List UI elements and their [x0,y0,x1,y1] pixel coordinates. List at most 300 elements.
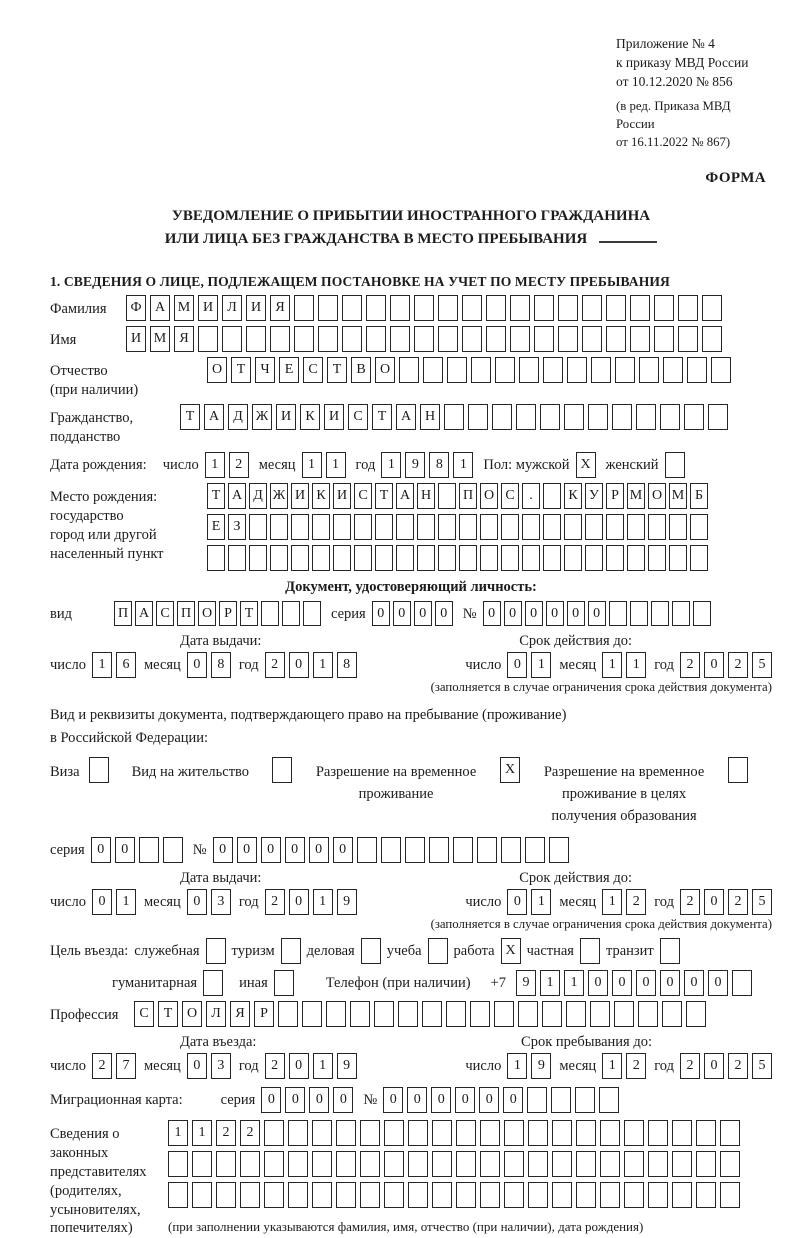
char-box[interactable]: 0 [383,1087,403,1113]
char-box[interactable]: 5 [752,1053,772,1079]
char-box[interactable] [684,404,704,430]
char-box[interactable] [139,837,159,863]
char-box[interactable]: 1 [531,889,551,915]
char-box[interactable]: Р [606,483,624,509]
char-box[interactable] [405,837,425,863]
char-box[interactable] [249,545,267,571]
char-box[interactable]: 1 [540,970,560,996]
char-box[interactable]: 0 [285,837,305,863]
char-box[interactable] [614,1001,634,1027]
char-box[interactable]: Е [207,514,225,540]
char-box[interactable]: 0 [503,1087,523,1113]
char-box[interactable]: М [627,483,645,509]
char-box[interactable]: 2 [626,889,646,915]
purpose-tourism-checkbox[interactable] [281,938,301,964]
char-box[interactable] [501,837,521,863]
char-box[interactable]: 2 [229,452,249,478]
char-box[interactable]: Б [690,483,708,509]
char-box[interactable]: 0 [261,1087,281,1113]
char-box[interactable]: 2 [265,889,285,915]
char-box[interactable]: М [174,295,194,321]
char-box[interactable] [360,1151,380,1177]
char-box[interactable]: 0 [704,889,724,915]
char-box[interactable] [564,404,584,430]
char-box[interactable] [720,1151,740,1177]
char-box[interactable] [690,514,708,540]
char-box[interactable] [192,1151,212,1177]
purpose-business-checkbox[interactable] [361,938,381,964]
char-box[interactable]: Ж [270,483,288,509]
char-box[interactable]: 0 [660,970,680,996]
char-box[interactable] [522,545,540,571]
char-box[interactable] [582,326,602,352]
char-box[interactable] [456,1182,476,1208]
char-box[interactable] [600,1151,620,1177]
char-box[interactable] [336,1151,356,1177]
char-box[interactable]: 0 [704,1053,724,1079]
char-box[interactable] [270,545,288,571]
char-box[interactable]: 1 [205,452,225,478]
char-box[interactable] [552,1182,572,1208]
char-box[interactable] [459,545,477,571]
char-box[interactable]: З [228,514,246,540]
char-box[interactable] [606,295,626,321]
char-box[interactable] [606,545,624,571]
char-box[interactable] [606,514,624,540]
char-box[interactable] [566,1001,586,1027]
char-box[interactable] [480,514,498,540]
char-box[interactable] [600,1120,620,1146]
char-box[interactable] [432,1182,452,1208]
char-box[interactable] [720,1182,740,1208]
char-box[interactable]: Д [249,483,267,509]
purpose-other-checkbox[interactable] [274,970,294,996]
char-box[interactable] [366,295,386,321]
residence-permit-checkbox[interactable] [272,757,292,783]
char-box[interactable]: 0 [507,889,527,915]
char-box[interactable] [648,1151,668,1177]
char-box[interactable] [672,1120,692,1146]
char-box[interactable] [630,601,648,626]
char-box[interactable] [288,1151,308,1177]
char-box[interactable]: 0 [187,1053,207,1079]
char-box[interactable] [687,357,707,383]
char-box[interactable] [576,1151,596,1177]
char-box[interactable] [216,1151,236,1177]
char-box[interactable] [575,1087,595,1113]
char-box[interactable] [504,1120,524,1146]
char-box[interactable] [278,1001,298,1027]
char-box[interactable] [408,1120,428,1146]
char-box[interactable]: 1 [626,652,646,678]
char-box[interactable] [438,514,456,540]
char-box[interactable] [702,295,722,321]
char-box[interactable] [662,1001,682,1027]
char-box[interactable]: И [333,483,351,509]
char-box[interactable]: Л [206,1001,226,1027]
char-box[interactable] [303,601,321,626]
char-box[interactable]: Т [207,483,225,509]
char-box[interactable] [168,1182,188,1208]
char-box[interactable] [678,326,698,352]
char-box[interactable] [540,404,560,430]
char-box[interactable]: Е [279,357,299,383]
char-box[interactable]: П [459,483,477,509]
char-box[interactable] [414,326,434,352]
char-box[interactable] [390,326,410,352]
char-box[interactable]: Я [174,326,194,352]
char-box[interactable] [408,1182,428,1208]
char-box[interactable]: Л [222,295,242,321]
char-box[interactable]: 0 [333,837,353,863]
char-box[interactable] [690,545,708,571]
char-box[interactable] [720,1120,740,1146]
char-box[interactable]: 0 [612,970,632,996]
char-box[interactable] [312,1120,332,1146]
char-box[interactable] [702,326,722,352]
char-box[interactable]: О [648,483,666,509]
char-box[interactable]: 0 [504,601,522,626]
char-box[interactable] [576,1120,596,1146]
char-box[interactable] [168,1151,188,1177]
char-box[interactable]: 1 [313,889,333,915]
char-box[interactable]: 9 [337,889,357,915]
char-box[interactable]: 2 [216,1120,236,1146]
char-box[interactable]: 1 [507,1053,527,1079]
char-box[interactable] [192,1182,212,1208]
char-box[interactable] [312,514,330,540]
char-box[interactable]: 1 [602,652,622,678]
char-box[interactable]: 2 [728,889,748,915]
char-box[interactable] [246,326,266,352]
char-box[interactable]: Т [231,357,251,383]
char-box[interactable]: 0 [289,1053,309,1079]
char-box[interactable] [288,1182,308,1208]
char-box[interactable]: 0 [289,652,309,678]
char-box[interactable] [542,1001,562,1027]
char-box[interactable]: 9 [531,1053,551,1079]
char-box[interactable] [381,837,401,863]
purpose-humanitarian-checkbox[interactable] [203,970,223,996]
char-box[interactable]: 1 [313,652,333,678]
char-box[interactable] [438,483,456,509]
char-box[interactable]: 0 [372,601,390,626]
char-box[interactable] [522,514,540,540]
char-box[interactable]: Н [417,483,435,509]
char-box[interactable] [374,1001,394,1027]
char-box[interactable]: Д [228,404,248,430]
char-box[interactable] [270,326,290,352]
char-box[interactable] [462,326,482,352]
char-box[interactable]: 3 [211,889,231,915]
char-box[interactable] [732,970,752,996]
char-box[interactable]: 1 [326,452,346,478]
char-box[interactable] [240,1182,260,1208]
char-box[interactable] [501,545,519,571]
char-box[interactable] [456,1120,476,1146]
char-box[interactable] [471,357,491,383]
char-box[interactable] [543,357,563,383]
char-box[interactable] [696,1151,716,1177]
purpose-transit-checkbox[interactable] [660,938,680,964]
char-box[interactable]: Т [180,404,200,430]
char-box[interactable]: 0 [567,601,585,626]
char-box[interactable] [342,295,362,321]
char-box[interactable]: 7 [116,1053,136,1079]
char-box[interactable] [336,1182,356,1208]
char-box[interactable] [591,357,611,383]
char-box[interactable]: 8 [337,652,357,678]
char-box[interactable] [312,1182,332,1208]
char-box[interactable]: М [150,326,170,352]
char-box[interactable] [302,1001,322,1027]
char-box[interactable] [336,1120,356,1146]
char-box[interactable] [294,295,314,321]
char-box[interactable] [333,514,351,540]
char-box[interactable] [480,545,498,571]
char-box[interactable] [678,295,698,321]
char-box[interactable] [669,514,687,540]
char-box[interactable]: Ф [126,295,146,321]
char-box[interactable]: 8 [211,652,231,678]
char-box[interactable] [558,326,578,352]
char-box[interactable]: Т [158,1001,178,1027]
char-box[interactable]: 2 [680,889,700,915]
char-box[interactable] [354,514,372,540]
char-box[interactable]: И [126,326,146,352]
char-box[interactable]: 0 [414,601,432,626]
char-box[interactable]: . [522,483,540,509]
char-box[interactable] [624,1182,644,1208]
char-box[interactable] [624,1151,644,1177]
char-box[interactable]: 0 [261,837,281,863]
char-box[interactable] [558,295,578,321]
char-box[interactable]: 1 [116,889,136,915]
char-box[interactable] [264,1120,284,1146]
char-box[interactable]: Т [372,404,392,430]
char-box[interactable] [708,404,728,430]
char-box[interactable]: Р [219,601,237,626]
char-box[interactable] [198,326,218,352]
char-box[interactable]: 1 [92,652,112,678]
char-box[interactable] [624,1120,644,1146]
char-box[interactable] [534,326,554,352]
char-box[interactable]: 0 [187,652,207,678]
char-box[interactable] [216,1182,236,1208]
char-box[interactable] [288,1120,308,1146]
char-box[interactable] [480,1120,500,1146]
char-box[interactable]: О [182,1001,202,1027]
char-box[interactable]: 2 [265,652,285,678]
char-box[interactable]: Я [270,295,290,321]
char-box[interactable] [390,295,410,321]
char-box[interactable]: О [198,601,216,626]
char-box[interactable]: 0 [507,652,527,678]
char-box[interactable]: 0 [435,601,453,626]
char-box[interactable]: 1 [313,1053,333,1079]
char-box[interactable]: Ж [252,404,272,430]
char-box[interactable] [438,295,458,321]
char-box[interactable]: 8 [429,452,449,478]
char-box[interactable] [294,326,314,352]
char-box[interactable] [654,326,674,352]
char-box[interactable]: И [246,295,266,321]
char-box[interactable] [438,545,456,571]
char-box[interactable]: 9 [516,970,536,996]
char-box[interactable] [408,1151,428,1177]
char-box[interactable]: М [669,483,687,509]
char-box[interactable]: 2 [728,1053,748,1079]
char-box[interactable] [291,514,309,540]
char-box[interactable]: 0 [289,889,309,915]
char-box[interactable] [462,295,482,321]
char-box[interactable] [354,545,372,571]
char-box[interactable] [417,545,435,571]
char-box[interactable] [399,357,419,383]
char-box[interactable] [501,514,519,540]
char-box[interactable]: 0 [309,837,329,863]
char-box[interactable]: 0 [237,837,257,863]
char-box[interactable] [606,326,626,352]
char-box[interactable] [669,545,687,571]
char-box[interactable] [663,357,683,383]
char-box[interactable] [588,404,608,430]
char-box[interactable] [504,1151,524,1177]
char-box[interactable] [492,404,512,430]
char-box[interactable] [447,357,467,383]
char-box[interactable]: 0 [92,889,112,915]
char-box[interactable] [207,545,225,571]
char-box[interactable]: 2 [680,1053,700,1079]
char-box[interactable]: 1 [531,652,551,678]
char-box[interactable]: 5 [752,889,772,915]
char-box[interactable]: 0 [187,889,207,915]
char-box[interactable]: 1 [302,452,322,478]
char-box[interactable]: 0 [333,1087,353,1113]
char-box[interactable] [396,545,414,571]
char-box[interactable]: С [354,483,372,509]
char-box[interactable] [696,1182,716,1208]
char-box[interactable] [326,1001,346,1027]
char-box[interactable]: 0 [588,970,608,996]
char-box[interactable]: С [134,1001,154,1027]
char-box[interactable] [585,545,603,571]
char-box[interactable] [696,1120,716,1146]
char-box[interactable] [528,1151,548,1177]
char-box[interactable]: 0 [285,1087,305,1113]
char-box[interactable] [615,357,635,383]
char-box[interactable] [384,1182,404,1208]
char-box[interactable] [516,404,536,430]
char-box[interactable]: К [564,483,582,509]
male-checkbox[interactable]: X [576,452,596,478]
char-box[interactable]: 0 [708,970,728,996]
char-box[interactable] [648,545,666,571]
char-box[interactable]: 2 [92,1053,112,1079]
char-box[interactable] [648,1120,668,1146]
char-box[interactable] [504,1182,524,1208]
char-box[interactable]: А [396,404,416,430]
char-box[interactable]: 9 [337,1053,357,1079]
char-box[interactable]: С [303,357,323,383]
rvp-education-checkbox[interactable] [728,757,748,783]
char-box[interactable] [686,1001,706,1027]
char-box[interactable]: 0 [213,837,233,863]
char-box[interactable]: А [204,404,224,430]
char-box[interactable]: 0 [115,837,135,863]
purpose-work-checkbox[interactable]: X [501,938,521,964]
char-box[interactable]: 3 [211,1053,231,1079]
char-box[interactable] [291,545,309,571]
char-box[interactable] [510,295,530,321]
char-box[interactable]: Т [375,483,393,509]
char-box[interactable] [264,1182,284,1208]
char-box[interactable]: У [585,483,603,509]
char-box[interactable] [163,837,183,863]
char-box[interactable]: О [480,483,498,509]
char-box[interactable] [660,404,680,430]
char-box[interactable]: Ч [255,357,275,383]
char-box[interactable] [318,295,338,321]
char-box[interactable] [648,1182,668,1208]
char-box[interactable] [552,1120,572,1146]
purpose-official-checkbox[interactable] [206,938,226,964]
char-box[interactable] [672,1151,692,1177]
char-box[interactable] [360,1182,380,1208]
char-box[interactable] [527,1087,547,1113]
purpose-private-checkbox[interactable] [580,938,600,964]
char-box[interactable] [551,1087,571,1113]
char-box[interactable] [630,326,650,352]
char-box[interactable] [648,514,666,540]
char-box[interactable]: И [198,295,218,321]
char-box[interactable]: 1 [564,970,584,996]
char-box[interactable] [627,514,645,540]
char-box[interactable] [384,1151,404,1177]
char-box[interactable] [627,545,645,571]
char-box[interactable]: 0 [431,1087,451,1113]
char-box[interactable] [453,837,473,863]
char-box[interactable]: 0 [704,652,724,678]
char-box[interactable]: 0 [588,601,606,626]
rvp-checkbox[interactable]: X [500,757,520,783]
char-box[interactable]: 2 [626,1053,646,1079]
char-box[interactable] [414,295,434,321]
char-box[interactable] [528,1182,548,1208]
char-box[interactable]: 0 [546,601,564,626]
char-box[interactable] [599,1087,619,1113]
char-box[interactable]: 5 [752,652,772,678]
char-box[interactable] [342,326,362,352]
char-box[interactable]: 0 [483,601,501,626]
char-box[interactable]: А [150,295,170,321]
char-box[interactable] [480,1182,500,1208]
char-box[interactable] [494,1001,514,1027]
char-box[interactable] [312,545,330,571]
char-box[interactable] [528,1120,548,1146]
char-box[interactable] [543,483,561,509]
char-box[interactable] [585,514,603,540]
char-box[interactable] [543,545,561,571]
char-box[interactable] [630,295,650,321]
char-box[interactable]: О [375,357,395,383]
char-box[interactable] [422,1001,442,1027]
char-box[interactable]: 2 [728,652,748,678]
char-box[interactable]: О [207,357,227,383]
char-box[interactable]: Н [420,404,440,430]
char-box[interactable]: 0 [525,601,543,626]
char-box[interactable] [396,514,414,540]
